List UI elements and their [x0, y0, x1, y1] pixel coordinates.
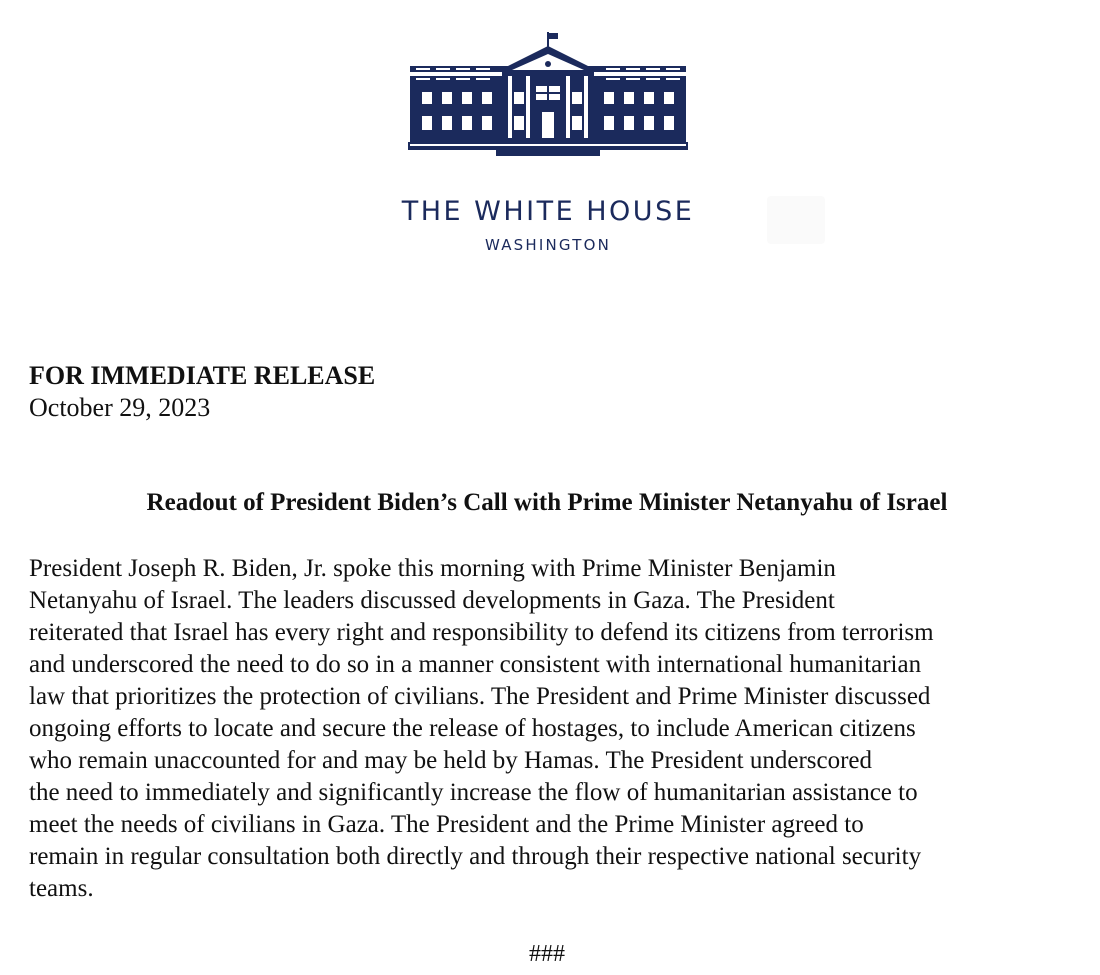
press-body [29, 553, 1097, 905]
faded-overlay-box [767, 196, 825, 244]
end-mark: ### [529, 941, 565, 967]
body-line: the need to immediately and significantly increase the flow of humanitarian assistance to [29, 779, 918, 806]
body-line: meet the needs of civilians in Gaza. The President and the Prime Minister agreed to [29, 811, 864, 838]
body-line: who remain unaccounted for and may be held by Hamas. The President underscored [29, 747, 873, 774]
site-title: THE WHITE HOUSE [401, 196, 695, 227]
body-line: remain in regular consultation both directly and through their respective national security [29, 843, 922, 870]
body-line: reiterated that Israel has every right and responsibility to defend its citizens from terrorism [29, 619, 934, 646]
body-line: teams. [29, 875, 94, 902]
press-headline: Readout of President Biden’s Call with Prime Minister Netanyahu of Israel [146, 489, 948, 516]
body-line: President Joseph R. Biden, Jr. spoke this morning with Prime Minister Benjamin [29, 555, 836, 582]
body-line: ongoing efforts to locate and secure the release of hostages, to include American citizens [29, 715, 916, 742]
site-subtitle: WASHINGTON [485, 236, 611, 254]
release-date: October 29, 2023 [29, 393, 211, 422]
white-house-logo [408, 30, 688, 160]
release-label: FOR IMMEDIATE RELEASE [29, 361, 376, 390]
body-line: Netanyahu of Israel. The leaders discussed developments in Gaza. The President [29, 587, 835, 614]
body-line: law that prioritizes the protection of civilians. The President and Prime Minister discussed [29, 683, 931, 710]
body-line: and underscored the need to do so in a manner consistent with international humanitarian [29, 651, 922, 678]
